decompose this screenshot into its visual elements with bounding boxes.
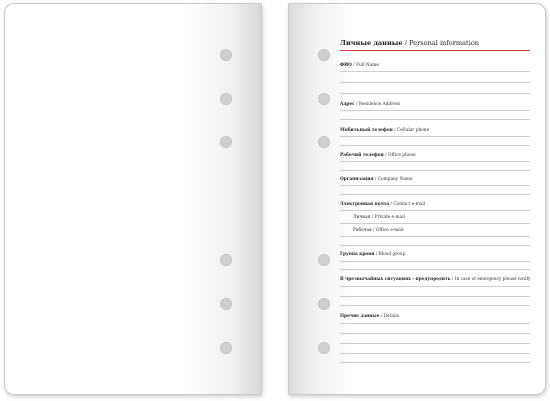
binder-hole [220, 49, 232, 61]
binder-hole [220, 93, 232, 105]
write-line[interactable] [340, 185, 530, 186]
field-label-en: / Company Name [373, 177, 413, 182]
binder-hole [220, 342, 232, 354]
binder-hole [220, 254, 232, 266]
field-label-ru: Электронная почта [340, 202, 390, 207]
field-label-ru: В чрезвычайных ситуациях - предупредить [340, 277, 451, 282]
write-line[interactable] [340, 236, 530, 237]
write-line[interactable] [340, 170, 530, 171]
field-label-contact-email [340, 202, 425, 207]
write-line[interactable] [340, 136, 530, 137]
field-label-address [340, 102, 400, 107]
write-line[interactable] [340, 305, 530, 306]
field-label-details [340, 314, 399, 319]
field-label-ru: ФИО [340, 63, 352, 68]
field-label-company-name [340, 177, 413, 182]
field-label-en: / Office e-mail [371, 228, 404, 233]
write-line[interactable] [340, 323, 530, 324]
write-line[interactable] [340, 261, 530, 262]
write-line[interactable] [340, 210, 530, 211]
field-label-blood-group [340, 252, 405, 257]
field-label-office-email [353, 228, 404, 233]
field-label-en: / Full Name [351, 63, 379, 68]
write-line[interactable] [340, 161, 530, 162]
write-line[interactable] [340, 119, 530, 120]
write-line[interactable] [340, 286, 530, 287]
write-line[interactable] [340, 223, 530, 224]
write-line[interactable] [340, 194, 530, 195]
write-line[interactable] [340, 145, 530, 146]
write-line[interactable] [340, 93, 530, 94]
write-line[interactable] [340, 82, 530, 83]
write-line[interactable] [340, 296, 530, 297]
field-label-en: / Residence Address [354, 102, 401, 107]
binder-hole [318, 298, 330, 310]
write-line[interactable] [340, 110, 530, 111]
field-label-ru: Группа крови [340, 252, 375, 257]
left-page [4, 3, 262, 395]
title-underline [340, 50, 530, 51]
write-line[interactable] [340, 269, 530, 270]
field-label-ru: Рабочий телефон [340, 153, 384, 158]
write-line[interactable] [340, 245, 530, 246]
field-label-en: / Details [379, 314, 399, 319]
binder-hole [318, 254, 330, 266]
field-label-ru: Рабочая [353, 228, 372, 233]
field-label-en: / Cellular phone [392, 128, 430, 133]
field-label-emergency-contact [340, 277, 531, 282]
right-page [288, 3, 546, 395]
field-label-ru: Прочие данные [340, 314, 380, 319]
field-label-private-email [353, 215, 405, 220]
binder-hole [318, 136, 330, 148]
write-line[interactable] [340, 343, 530, 344]
field-label-en: / Blood group [374, 252, 406, 257]
field-label-cellular-phone [340, 128, 429, 133]
field-label-ru: Мобильный телефон [340, 128, 393, 133]
binder-hole [318, 49, 330, 61]
page-title-en: / Personal information [402, 39, 480, 47]
field-label-ru: Организация [340, 177, 374, 182]
write-line[interactable] [340, 353, 530, 354]
field-label-ru: Личная [353, 215, 371, 220]
field-label-en: / In case of emergency please notify [450, 277, 531, 282]
binder-hole [220, 298, 232, 310]
page-title-ru: Личные данные [340, 39, 403, 47]
page-title [340, 39, 479, 47]
binder-hole [220, 136, 232, 148]
binder-hole [318, 93, 330, 105]
write-line[interactable] [340, 333, 530, 334]
field-label-en: / Private e-mail [370, 215, 405, 220]
field-label-en: / Office phone [383, 153, 416, 158]
field-label-office-phone [340, 153, 416, 158]
write-line[interactable] [340, 71, 530, 72]
binder-hole [318, 342, 330, 354]
field-label-en: / Contact e-mail [389, 202, 426, 207]
field-label-full-name [340, 63, 379, 68]
write-line[interactable] [340, 362, 530, 363]
field-label-ru: Адрес [340, 102, 355, 107]
